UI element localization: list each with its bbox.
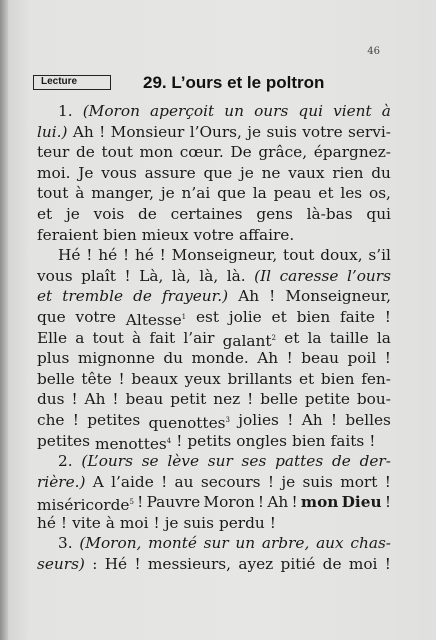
reading-text	[37, 101, 391, 575]
text-line: plus mignonne du monde. Ah ! beau poil !	[37, 349, 391, 368]
text-line: et tremble de frayeur.) Ah ! Monseigneur,	[37, 287, 391, 306]
text-line: rière.) A l’aide ! au secours ! je suis mort !	[37, 472, 391, 491]
text-line: Elle a tout à fait l’air galant$^2$ et la taille la	[37, 328, 391, 350]
text-line: et je vois de certaines gens là-bas qui	[37, 204, 391, 223]
text-line: teur de tout mon cœur. De grâce, épargnez-	[37, 143, 391, 162]
text-line: petites menottes$^4$ ! petits ongles bien faits !	[37, 431, 376, 453]
page-number: 46	[367, 46, 380, 57]
text-line: dus ! Ah ! beau petit nez ! belle petite bou-	[37, 390, 391, 409]
text-line: hé ! vite à moi ! je suis perdu !	[37, 513, 276, 532]
text-line: moi. Je vous assure que je ne vaux rien du	[37, 163, 391, 182]
text-line: seurs) : Hé ! messieurs, ayez pitié de moi !	[37, 555, 391, 574]
text-line: tout à manger, je n’ai que la peau et les os,	[37, 184, 391, 203]
lesson-type-tag: Lecture	[33, 75, 111, 90]
text-line: vous plaît ! Là, là, là, là. (Il caresse l’ours	[37, 266, 391, 285]
text-line: 3. (Moron, monté sur un arbre, aux chas-	[58, 534, 391, 553]
text-line: Hé ! hé ! hé ! Monseigneur, tout doux, s’il	[58, 246, 391, 265]
text-line: miséricorde$^5$ ! Pauvre Moron ! Ah ! mon Dieu !	[37, 493, 391, 515]
text-line: que votre Altesse$^1$ est jolie et bien faite !	[37, 307, 391, 329]
lesson-header	[33, 72, 403, 94]
text-line: che ! petites quenottes$^3$ jolies ! Ah ! belles	[37, 410, 391, 432]
text-line: belle tête ! beaux yeux brillants et bien fen-	[37, 369, 391, 388]
text-line: lui.) Ah ! Monsieur l’Ours, je suis votre servi-	[37, 122, 391, 141]
page-gutter	[0, 0, 8, 640]
text-line: 1. (Moron aperçoit un ours qui vient à	[58, 102, 391, 120]
lesson-title: 29. L’ours et le poltron	[143, 73, 325, 92]
text-line: feraient bien mieux votre affaire.	[37, 225, 295, 244]
text-line: 2. (L’ours se lève sur ses pattes de der-	[58, 452, 391, 471]
